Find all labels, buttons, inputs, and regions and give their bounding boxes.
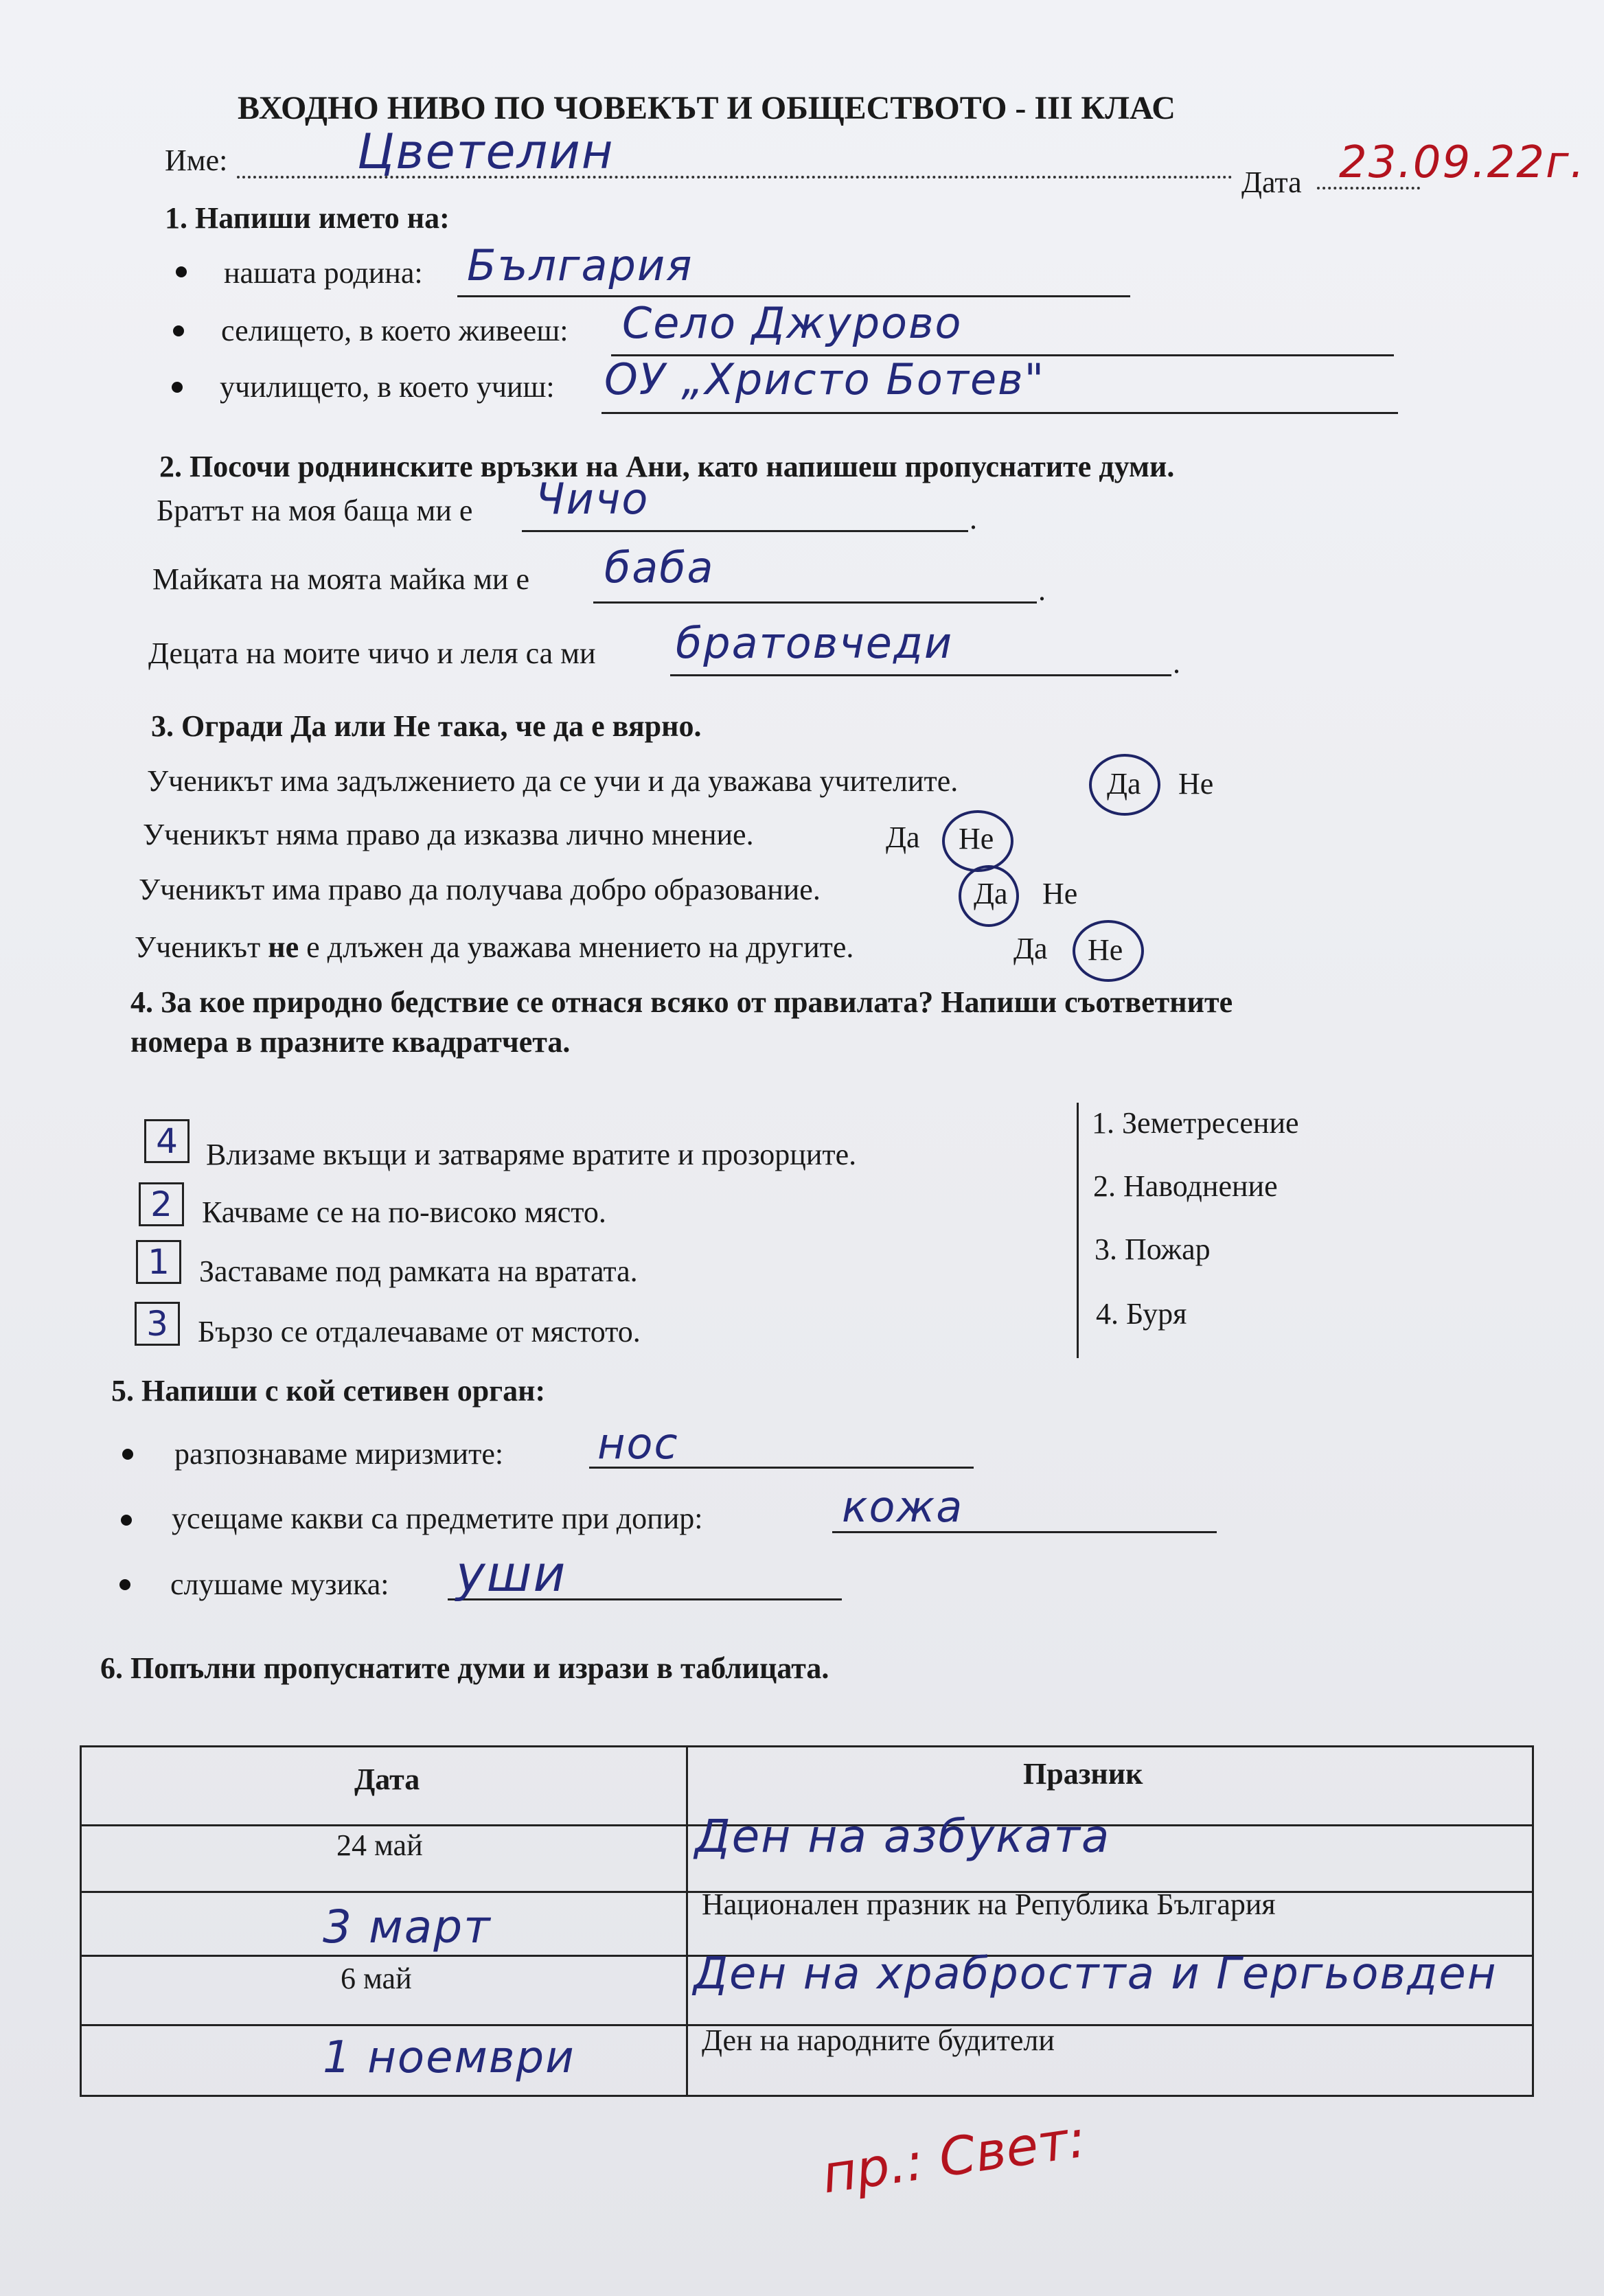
table-date-answer: 1 ноември: [323, 2032, 575, 2083]
q3-no: Не: [1042, 877, 1078, 910]
q2-item-label: Братът на моя баща ми е: [157, 494, 473, 527]
table-date-answer: 3 март: [323, 1901, 492, 1953]
disaster-option: 1. Земетресение: [1092, 1106, 1299, 1140]
answer-circle: [942, 810, 1013, 872]
teacher-signature: пр.: Свет:: [818, 2107, 1090, 2205]
table-holiday: Национален празник на Република България: [702, 1887, 1276, 1921]
q6-title: 6. Попълни пропуснатите думи и изрази в таблицата.: [100, 1651, 829, 1685]
q1-title: 1. Напиши името на:: [165, 201, 450, 235]
table-date: 6 май: [341, 1962, 412, 1995]
q5-title: 5. Напиши с кой сетивен орган:: [111, 1374, 546, 1408]
date-answer: 23.09.22г.: [1339, 137, 1585, 188]
name-answer: Цветелин: [357, 124, 615, 180]
q5-item-label: усещаме какви са предметите при допир:: [172, 1502, 703, 1535]
q4-rule: Бързо се отдалечаваме от мястото.: [198, 1315, 641, 1348]
bullet: [173, 325, 184, 336]
q5-answer-smell: нос: [597, 1419, 679, 1469]
q3-statement: [135, 930, 853, 965]
table-date: 24 май: [336, 1828, 423, 1862]
q2-item-label: Майката на моята майка ми е: [152, 562, 529, 596]
q3-yes: Да: [886, 820, 920, 854]
disaster-option: 3. Пожар: [1095, 1232, 1211, 1266]
q4-rule: Влизаме вкъщи и затваряме вратите и прозорците.: [206, 1138, 857, 1171]
answer-box: 3: [135, 1302, 180, 1346]
q3-yes: Да: [974, 877, 1008, 910]
table-holiday: Ден на народните будители: [702, 2023, 1055, 2057]
q2-item-label: Децата на моите чичо и леля са ми: [148, 636, 596, 670]
q2-answer-cousins: братовчеди: [676, 618, 954, 668]
answer-box: 4: [144, 1119, 190, 1163]
q3-statement-emphasis: не: [268, 930, 299, 964]
q1-answer-homeland: България: [467, 240, 694, 290]
q4-title: 4. За кое природно бедствие се отнася всяко от правилата? Напиши съответните: [130, 985, 1233, 1019]
q3-statement-part: е длъжен да уважава мнението на другите.: [299, 930, 854, 964]
table-holiday-answer: Ден на азбуката: [695, 1810, 1111, 1863]
bullet: [119, 1579, 130, 1590]
bullet: [121, 1515, 132, 1526]
q5-item-label: слушаме музика:: [170, 1568, 389, 1601]
answer-box: 2: [139, 1182, 184, 1226]
q1-answer-school: ОУ „Христо Ботев": [604, 354, 1046, 404]
bullet: [176, 266, 187, 277]
q3-no: Не: [1178, 767, 1214, 801]
answer-line: [457, 295, 1130, 297]
q2-answer-grandmother: баба: [604, 542, 715, 593]
disaster-option: 2. Наводнение: [1093, 1169, 1278, 1203]
q1-item-label: нашата родина:: [224, 256, 423, 290]
bullet: [172, 382, 183, 393]
answer-line: [522, 530, 968, 532]
q3-no: Не: [1088, 933, 1123, 967]
period: .: [970, 502, 977, 536]
q5-answer-touch: кожа: [842, 1482, 964, 1532]
q3-statement: Ученикът няма право да изказва лично мнение.: [143, 818, 754, 851]
q5-answer-hearing: уши: [456, 1545, 567, 1603]
disaster-option: 4. Буря: [1096, 1297, 1187, 1331]
answer-circle: [1089, 754, 1160, 816]
q4-rule: Заставаме под рамката на вратата.: [199, 1254, 638, 1288]
bullet: [122, 1449, 133, 1460]
name-label: Име:: [165, 144, 228, 177]
q1-item-label: училището, в което учиш:: [220, 370, 555, 404]
q3-yes: Да: [1107, 767, 1141, 801]
q1-item-label: селището, в което живееш:: [221, 314, 569, 347]
date-label: Дата: [1241, 165, 1302, 199]
column-divider: [1077, 1103, 1079, 1358]
q3-no: Не: [959, 822, 994, 856]
q3-yes: Да: [1013, 932, 1048, 965]
period: .: [1173, 646, 1180, 680]
q4-rule: Качваме се на по-високо място.: [202, 1195, 606, 1229]
page-title: ВХОДНО НИВО ПО ЧОВЕКЪТ И ОБЩЕСТВОТО - III КЛАС: [238, 90, 1176, 126]
q2-title: 2. Посочи роднинските връзки на Ани, като напишеш пропуснатите думи.: [159, 450, 1175, 483]
table-header-holiday: Празник: [1023, 1757, 1143, 1791]
q1-answer-settlement: Село Джурово: [622, 298, 963, 348]
answer-circle: [959, 865, 1019, 927]
answer-circle: [1073, 920, 1144, 982]
answer-box: 1: [136, 1240, 181, 1284]
answer-line: [602, 412, 1398, 414]
q3-title: 3. Огради Да или Не така, че да е вярно.: [151, 709, 702, 743]
period: .: [1038, 573, 1046, 607]
answer-line: [670, 674, 1171, 676]
table-holiday-answer: Ден на храбростта и Гергьовден: [694, 1949, 1498, 1999]
q4-title-cont: номера в празните квадратчета.: [130, 1025, 571, 1059]
q2-answer-uncle: Чичо: [536, 474, 650, 524]
table-header-date: Дата: [354, 1763, 420, 1796]
q3-statement: Ученикът има задължението да се учи и да уважава учителите.: [147, 764, 959, 798]
q5-item-label: разпознаваме миризмите:: [174, 1437, 504, 1471]
answer-line: [593, 601, 1037, 604]
q3-statement: Ученикът има право да получава добро образование.: [139, 873, 821, 906]
q3-statement-part: Ученикът: [135, 930, 268, 964]
